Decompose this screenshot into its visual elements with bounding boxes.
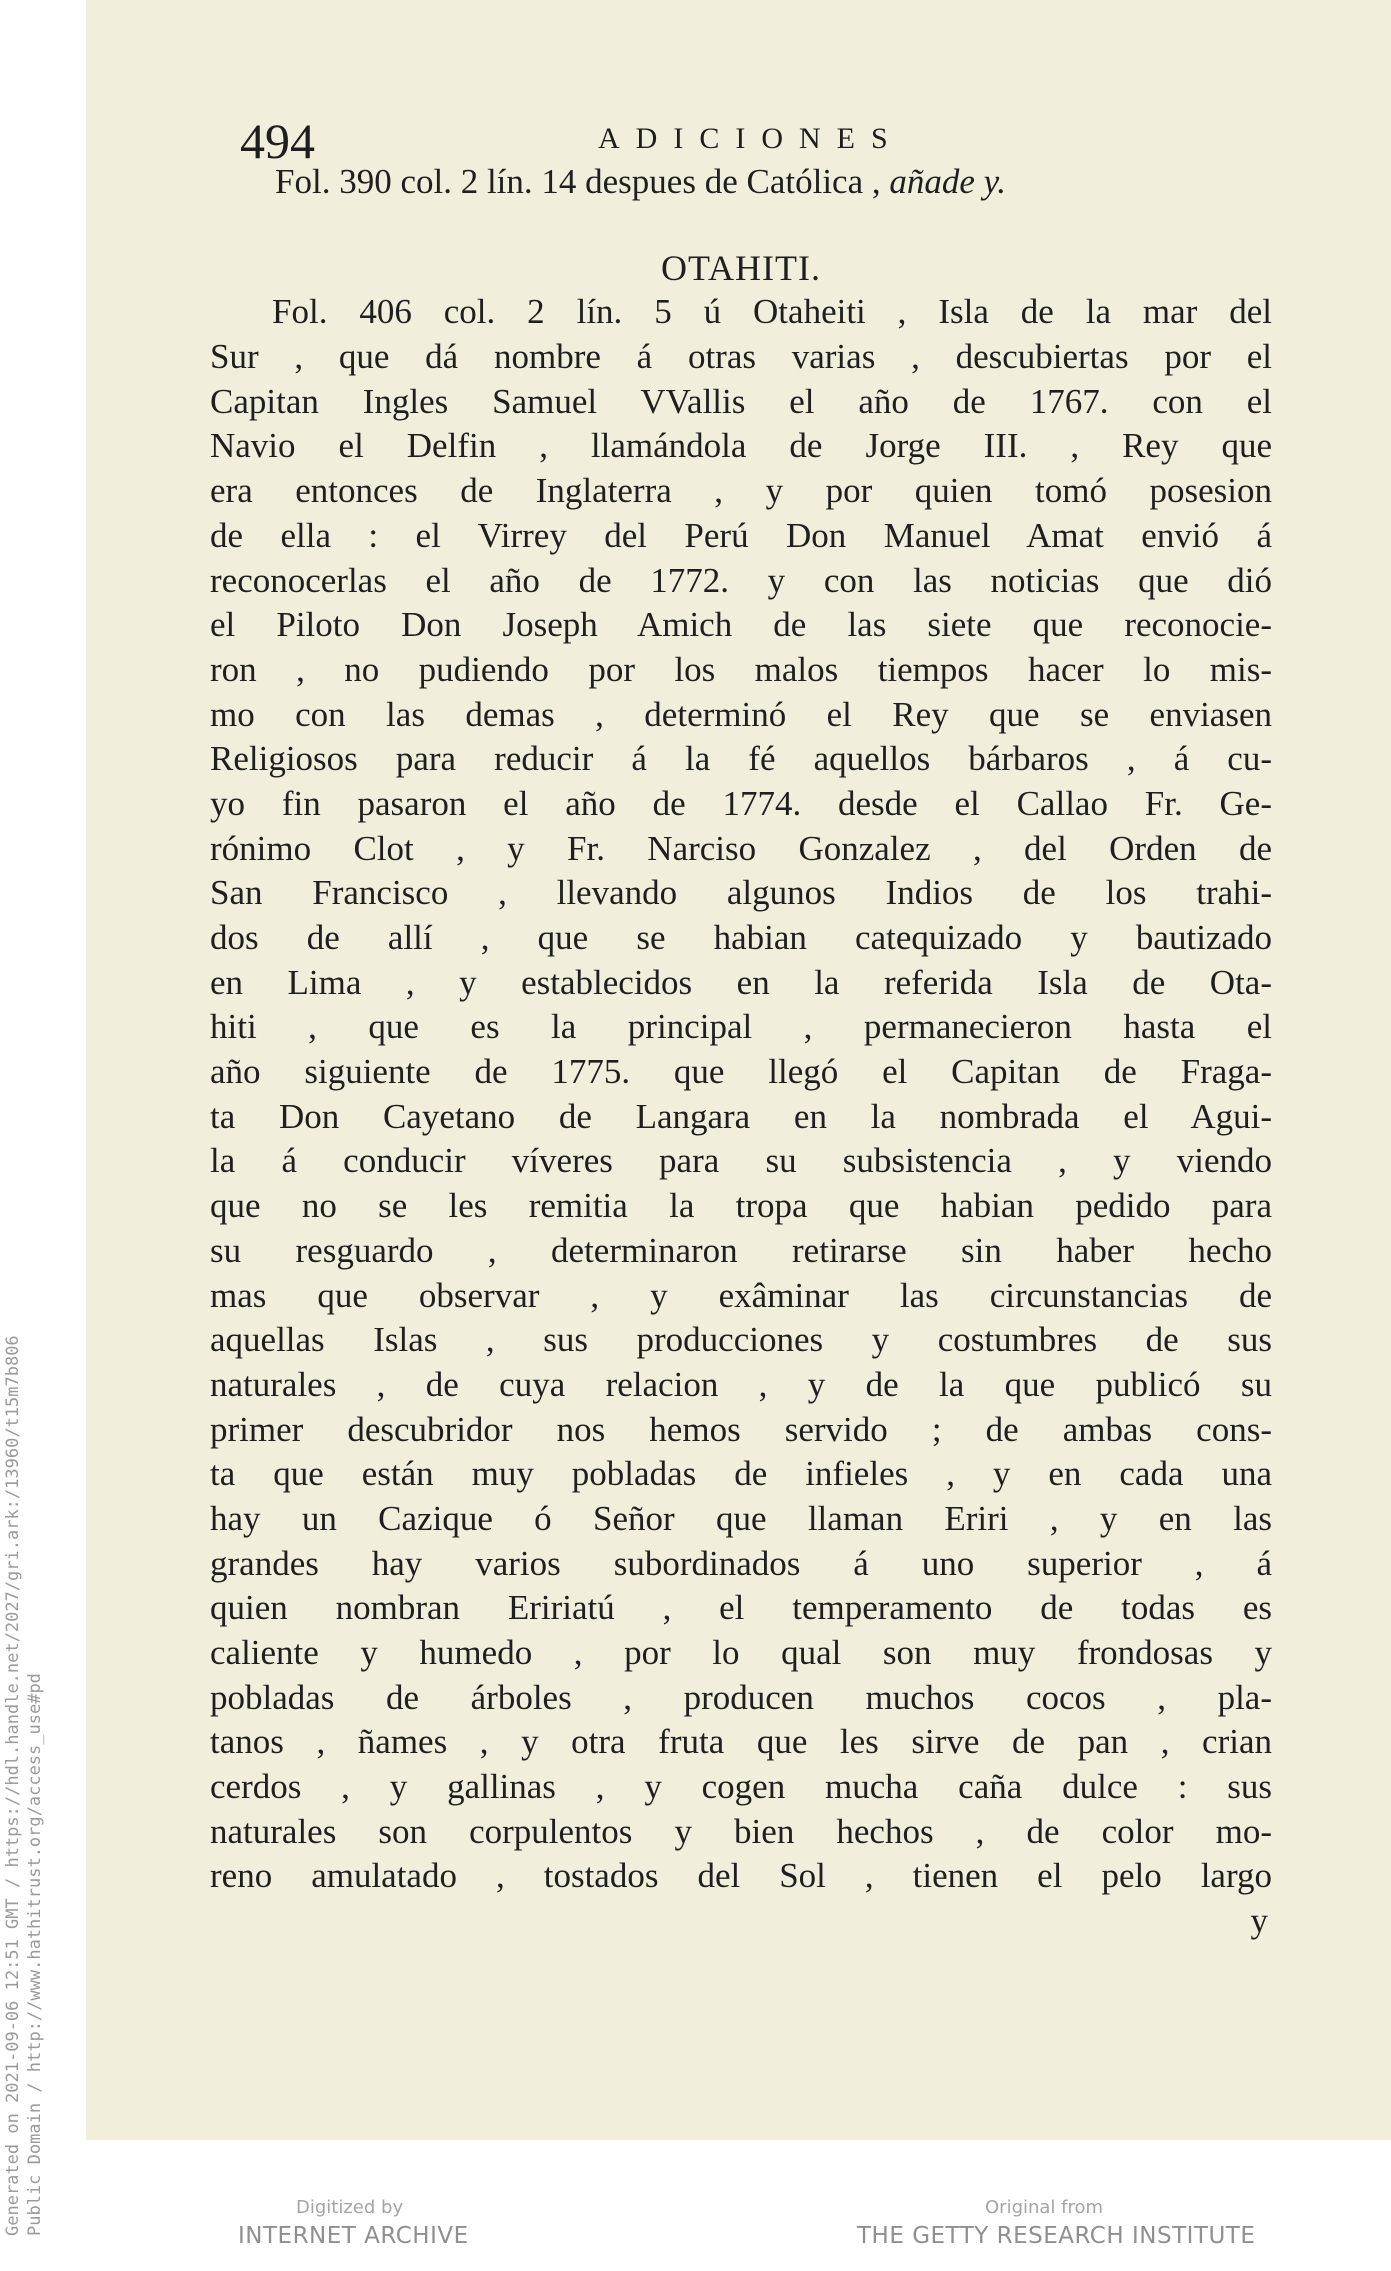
section-heading: OTAHITI. bbox=[660, 247, 822, 288]
body-text bbox=[210, 160, 1272, 1944]
text-line: hay un Cazique ó Señor que llaman Eriri , y en las bbox=[210, 1498, 1272, 1538]
text-line: hiti , que es la principal , permanecieron hasta el bbox=[210, 1007, 1272, 1047]
text-line: año siguiente de 1775. que llegó el Capitan de Fraga- bbox=[210, 1052, 1272, 1092]
running-head: ADICIONES bbox=[598, 122, 904, 155]
text-line: grandes hay varios subordinados á uno superior , á bbox=[210, 1543, 1272, 1583]
text-line: de ella : el Virrey del Perú Don Manuel Amat envió á bbox=[210, 515, 1272, 555]
first-line-text: Fol. 390 col. 2 lín. 14 despues de Católica , bbox=[275, 162, 890, 201]
digitized-by-label: Digitized by bbox=[296, 2197, 404, 2218]
text-line: dos de allí , que se habian catequizado y bautizado bbox=[210, 918, 1272, 957]
text-line: aquellas Islas , sus producciones y costumbres de sus bbox=[210, 1320, 1272, 1360]
text-line: caliente y humedo , por lo qual son muy frondosas y bbox=[210, 1633, 1272, 1672]
text-line: Fol. 406 col. 2 lín. 5 ú Otaheiti , Isla de la mar del bbox=[272, 292, 1272, 332]
text-line: ta que están muy pobladas de infieles , y en cada una bbox=[210, 1454, 1272, 1494]
text-line: ron , no pudiendo por los malos tiempos hacer lo mis- bbox=[210, 649, 1272, 689]
internet-archive-label: INTERNET ARCHIVE bbox=[238, 2223, 469, 2249]
generated-stamp: Generated on 2021-09-06 12:51 GMT / https://hdl.handle.net/2027/gri.ark:/13960/t15m7b806 bbox=[3, 1335, 23, 2236]
text-line: rónimo Clot , y Fr. Narciso Gonzalez , del Orden de bbox=[210, 828, 1272, 868]
side-stamp bbox=[2, 1086, 52, 2236]
first-text-line bbox=[210, 160, 1272, 205]
text-line: Religiosos para reducir á la fé aquellos bárbaros , á cu- bbox=[210, 739, 1272, 779]
text-line: naturales son corpulentos y bien hechos , de color mo- bbox=[210, 1811, 1272, 1851]
getty-label: THE GETTY RESEARCH INSTITUTE bbox=[857, 2223, 1256, 2249]
text-line: Capitan Ingles Samuel VVallis el año de 1767. con el bbox=[210, 381, 1272, 421]
text-line: mas que observar , y exâminar las circunstancias de bbox=[210, 1275, 1272, 1315]
first-line-italic: añade y. bbox=[889, 162, 1007, 201]
text-line: naturales , de cuya relacion , y de la que publicó su bbox=[210, 1364, 1272, 1404]
text-line: quien nombran Eririatú , el temperamento de todas es bbox=[210, 1588, 1272, 1628]
paragraph bbox=[210, 290, 1272, 1899]
page-number: 494 bbox=[240, 113, 315, 169]
license-stamp: Public Domain / http://www.hathitrust.org/access_use#pd bbox=[25, 1673, 45, 2236]
text-line: su resguardo , determinaron retirarse sin haber hecho bbox=[210, 1230, 1272, 1270]
text-line: que no se les remitia la tropa que habian pedido para bbox=[210, 1186, 1272, 1226]
text-line: era entonces de Inglaterra , y por quien tomó posesion bbox=[210, 471, 1272, 511]
text-line: reconocerlas el año de 1772. y con las noticias que dió bbox=[210, 560, 1272, 600]
text-line: San Francisco , llevando algunos Indios de los trahi- bbox=[210, 873, 1272, 913]
text-line: Navio el Delfin , llamándola de Jorge III. , Rey que bbox=[210, 426, 1272, 466]
text-line: yo fin pasaron el año de 1774. desde el Callao Fr. Ge- bbox=[210, 783, 1272, 823]
text-line: pobladas de árboles , producen muchos cocos , pla- bbox=[210, 1677, 1272, 1717]
text-line: el Piloto Don Joseph Amich de las siete que reconocie- bbox=[210, 605, 1272, 645]
text-line: cerdos , y gallinas , y cogen mucha caña dulce : sus bbox=[210, 1767, 1272, 1807]
original-from-label: Original from bbox=[985, 2197, 1104, 2218]
text-line: en Lima , y establecidos en la referida Isla de Ota- bbox=[210, 962, 1272, 1002]
text-line: tanos , ñames , y otra fruta que les sirve de pan , crian bbox=[210, 1722, 1272, 1762]
text-line: Sur , que dá nombre á otras varias , descubiertas por el bbox=[210, 337, 1272, 377]
text-line: la á conducir víveres para su subsistencia , y viendo bbox=[210, 1141, 1272, 1181]
text-line: ta Don Cayetano de Langara en la nombrada el Agui- bbox=[210, 1096, 1272, 1136]
catchword: y bbox=[1250, 1901, 1268, 1941]
text-line: mo con las demas , determinó el Rey que se enviasen bbox=[210, 694, 1272, 734]
text-line: reno amulatado , tostados del Sol , tienen el pelo largo bbox=[210, 1856, 1272, 1896]
footer bbox=[0, 2180, 1391, 2271]
text-line: primer descubridor nos hemos servido ; de ambas cons- bbox=[210, 1409, 1272, 1449]
